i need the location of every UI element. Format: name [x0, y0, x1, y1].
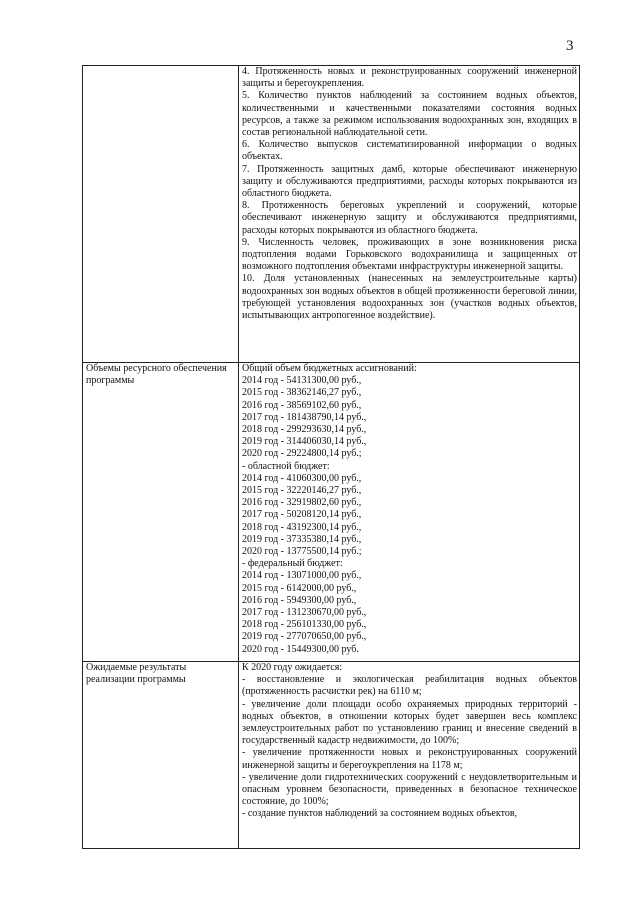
funding-line: 2017 год - 50208120,14 руб., — [242, 509, 362, 521]
result-item: - увеличение протяженности новых и реконструированных сооружений инженерной защиты и берегоукрепления на 1178 м; — [242, 747, 577, 771]
program-passport-table — [82, 65, 580, 849]
funding-line: 2015 год - 38362146,27 руб., — [242, 387, 362, 399]
indicator-item: 7. Протяженность защитных дамб, которые обеспечивают инженерную защиту и обслуживаются предприятиями, расходы которых покрываются из областного бюджета. — [242, 163, 577, 200]
funding-line: 2014 год - 13071000,00 руб., — [242, 570, 362, 582]
funding-line: 2020 год - 29224800,14 руб.; — [242, 448, 362, 460]
funding-line: 2015 год - 6142000,00 руб., — [242, 582, 357, 594]
table-row-indicators — [83, 66, 580, 363]
page-number: 3 — [566, 38, 574, 54]
row-label-empty — [83, 66, 239, 363]
funding-line: 2018 год - 299293630,14 руб., — [242, 424, 367, 436]
funding-line: 2016 год - 38569102,60 руб., — [242, 399, 362, 411]
funding-line: 2018 год - 43192300,14 руб., — [242, 521, 362, 533]
result-item: К 2020 году ожидается: — [242, 662, 343, 673]
indicator-item: 9. Численность человек, проживающих в зоне возникновения риска подтопления водами Горьковского водохранилища и защищенных от возможного подтопления объектами инфраструктуры инженерной защиты. — [242, 236, 577, 273]
funding-line: 2014 год - 54131300,00 руб., — [242, 375, 362, 387]
result-item: - увеличение доли площади особо охраняемых природных территорий - водных объектов, в отношении которых будет завершен весь комплекс землеустроительных работ по установлению границ и внесение сведений в государственный кадастр недвижимости, до 100%; — [242, 698, 577, 747]
result-item: - восстановление и экологическая реабилитация водных объектов (протяженность расчистки рек) на 6110 м; — [242, 674, 577, 698]
row-label-results: Ожидаемые результаты реализации программы — [83, 662, 239, 849]
funding-line: 2017 год - 181438790,14 руб., — [242, 411, 367, 423]
result-item: - увеличение доли гидротехнических сооружений с неудовлетворительным и опасным уровнем безопасности, приведенных в безопасное техническое состояние, до 100%; — [242, 771, 577, 808]
row-label-funding: Объемы ресурсного обеспечения программы — [83, 363, 239, 662]
results-cell — [239, 662, 580, 849]
funding-line: 2020 год - 13775500,14 руб.; — [242, 546, 362, 558]
funding-line: 2015 год - 32220146,27 руб., — [242, 485, 362, 497]
funding-line: Общий объем бюджетных ассигнований: — [242, 363, 417, 374]
indicator-item: 5. Количество пунктов наблюдений за состоянием водных объектов, количественными и качественными показателями состояния водных ресурсов, а также за режимом использования водоохранных зон, входящих в состав региональной наблюдательной сети. — [242, 90, 577, 139]
result-item: - создание пунктов наблюдений за состоянием водных объектов, — [242, 808, 518, 820]
indicator-item: 6. Количество выпусков систематизированной информации о водных объектах. — [242, 139, 577, 163]
funding-line: 2019 год - 314406030,14 руб., — [242, 436, 367, 448]
funding-line: 2016 год - 5949300,00 руб., — [242, 594, 357, 606]
indicator-item: 10. Доля установленных (нанесенных на землеустроительные карты) водоохранных зон водных объектов в общей протяженности береговой линии, требующей установления водоохранных зон (участков водных объектов, испытывающих антропогенное воздействие). — [242, 273, 577, 322]
indicator-item: 4. Протяженность новых и реконструированных сооружений инженерной защиты и берегоукрепления. — [242, 66, 577, 90]
table-row-funding — [83, 363, 580, 662]
funding-line: 2020 год - 15449300,00 руб. — [242, 643, 359, 655]
indicator-item: 8. Протяженность береговых укреплений и сооружений, которые обеспечивают инженерную защиту и обслуживаются предприятиями, расходы которых покрываются из областного бюджета. — [242, 200, 577, 236]
funding-line: 2018 год - 256101330,00 руб., — [242, 619, 367, 631]
funding-cell — [239, 363, 580, 662]
funding-line: - федеральный бюджет: — [242, 558, 343, 570]
funding-line: 2019 год - 277070650,00 руб., — [242, 631, 367, 643]
funding-line: 2017 год - 131230670,00 руб., — [242, 607, 367, 619]
table-row-results — [83, 662, 580, 849]
indicators-cell — [239, 66, 580, 363]
funding-line: - областной бюджет: — [242, 460, 330, 472]
funding-line: 2016 год - 32919802,60 руб., — [242, 497, 362, 509]
funding-line: 2014 год - 41060300,00 руб., — [242, 472, 362, 484]
funding-line: 2019 год - 37335380,14 руб., — [242, 533, 362, 545]
